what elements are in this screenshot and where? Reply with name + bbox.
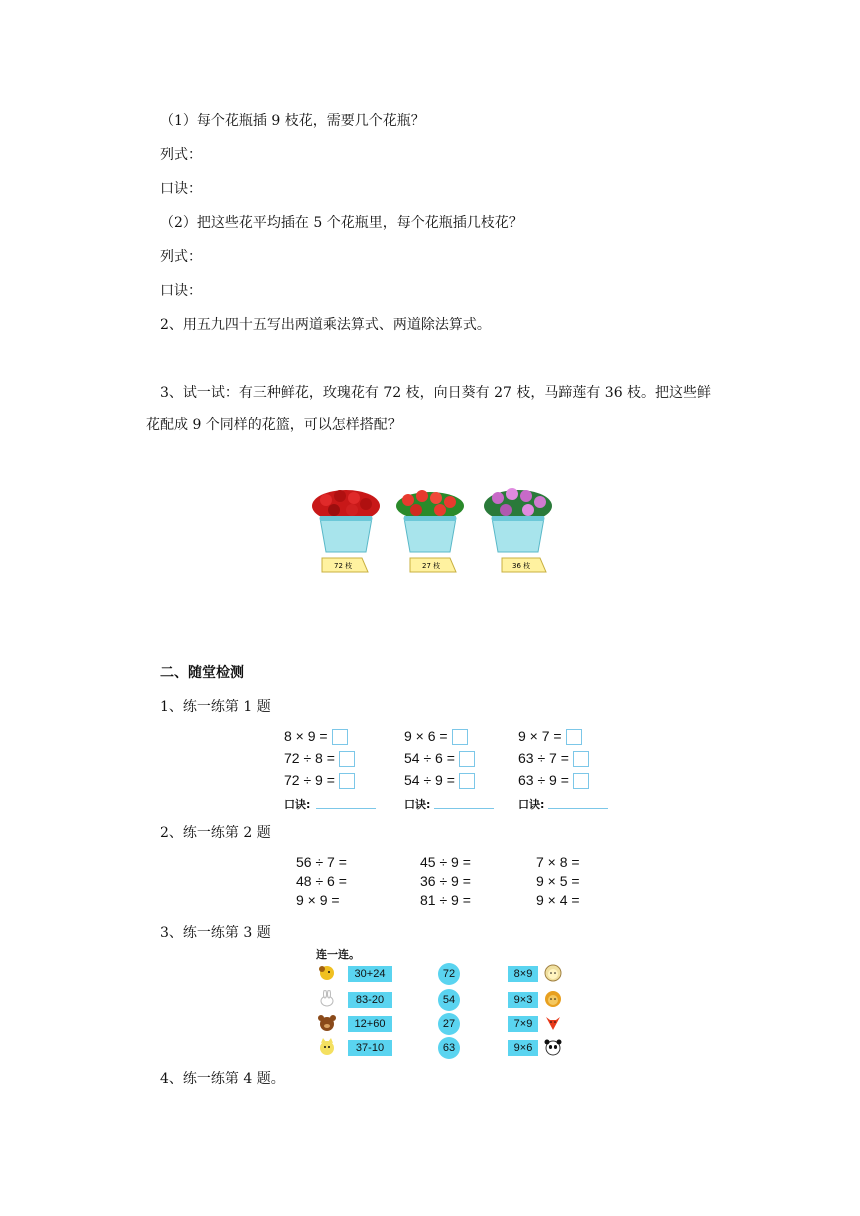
answer-box[interactable] <box>573 773 589 789</box>
match-answer-circle[interactable]: 54 <box>438 989 460 1011</box>
white-rabbit-icon <box>318 990 336 1008</box>
answer-box[interactable] <box>459 751 475 767</box>
ex1-eq: 9 × 7 = <box>518 728 582 745</box>
match-left-item[interactable]: 30+24 <box>348 966 392 982</box>
flower-label-2: 27 枝 <box>422 562 441 570</box>
match-left-item[interactable]: 37-10 <box>348 1040 392 1056</box>
ex1-rhyme-label: 口诀: <box>518 798 545 811</box>
match-right-item[interactable]: 9×6 <box>508 1040 538 1056</box>
ex1-eq: 54 ÷ 6 = <box>404 750 475 767</box>
ex2-eq: 36 ÷ 9 = <box>420 873 471 889</box>
answer-box[interactable] <box>566 729 582 745</box>
section-heading: 二、随堂检测 <box>160 665 244 681</box>
ex2-eq: 7 × 8 = <box>536 854 580 870</box>
q2-rhyme: 口诀： <box>160 283 202 299</box>
ex2-eq: 9 × 9 = <box>296 892 340 908</box>
ex2-eq: 9 × 5 = <box>536 873 580 889</box>
ex1-rhyme-blank[interactable] <box>434 808 494 809</box>
ex1-eq: 72 ÷ 9 = <box>284 772 355 789</box>
ex1-rhyme-label: 口诀: <box>404 798 431 811</box>
flower-label-3: 36 枝 <box>512 562 531 570</box>
ex1-eq: 9 × 6 = <box>404 728 468 745</box>
flower-pot-tulip <box>396 490 464 572</box>
ex1-eq: 72 ÷ 8 = <box>284 750 355 767</box>
ex2-eq: 9 × 4 = <box>536 892 580 908</box>
ex1-eq: 63 ÷ 7 = <box>518 750 589 767</box>
match-right-item[interactable]: 7×9 <box>508 1016 538 1032</box>
match-left-item[interactable]: 83-20 <box>348 992 392 1008</box>
answer-box[interactable] <box>459 773 475 789</box>
answer-box[interactable] <box>339 751 355 767</box>
ex1-rhyme-blank[interactable] <box>316 808 376 809</box>
problem-3-line2: 花配成 9 个同样的花篮，可以怎样搭配？ <box>146 417 402 433</box>
answer-box[interactable] <box>339 773 355 789</box>
yellow-cat-icon <box>318 1038 336 1056</box>
problem-3-line1: 3、试一试：有三种鲜花，玫瑰花有 72 枝，向日葵有 27 枝，马蹄莲有 36 枝。把这些鲜 <box>160 385 712 401</box>
flower-pots-illustration <box>306 480 554 580</box>
ex1-eq: 8 × 9 = <box>284 728 348 745</box>
q1-formula: 列式： <box>160 147 202 163</box>
match-answer-circle[interactable]: 63 <box>438 1037 460 1059</box>
match-right-item[interactable]: 8×9 <box>508 966 538 982</box>
exercise-2-title: 2、练一练第 2 题 <box>160 825 271 841</box>
ex1-eq: 63 ÷ 9 = <box>518 772 589 789</box>
lion-icon <box>544 964 562 982</box>
answer-box[interactable] <box>332 729 348 745</box>
flower-pot-rose <box>312 490 380 572</box>
flower-pot-calla <box>484 488 552 572</box>
fox-icon <box>544 1014 562 1032</box>
question-1: （1）每个花瓶插 9 枝花，需要几个花瓶？ <box>160 113 425 129</box>
panda-icon <box>544 1038 562 1056</box>
ex1-rhyme-blank[interactable] <box>548 808 608 809</box>
match-answer-circle[interactable]: 72 <box>438 963 460 985</box>
problem-2: 2、用五九四十五写出两道乘法算式、两道除法算式。 <box>160 317 491 333</box>
exercise-4-title: 4、练一练第 4 题。 <box>160 1071 285 1087</box>
ex2-eq: 48 ÷ 6 = <box>296 873 347 889</box>
q1-rhyme: 口诀： <box>160 181 202 197</box>
flower-label-1: 72 枝 <box>334 562 353 570</box>
match-answer-circle[interactable]: 27 <box>438 1013 460 1035</box>
brown-bear-icon <box>318 1014 336 1032</box>
match-right-item[interactable]: 9×3 <box>508 992 538 1008</box>
exercise-1-title: 1、练一练第 1 题 <box>160 699 271 715</box>
answer-box[interactable] <box>573 751 589 767</box>
match-left-item[interactable]: 12+60 <box>348 1016 392 1032</box>
ex2-eq: 81 ÷ 9 = <box>420 892 471 908</box>
ex2-eq: 56 ÷ 7 = <box>296 854 347 870</box>
question-2: （2）把这些花平均插在 5 个花瓶里，每个花瓶插几枝花？ <box>160 215 523 231</box>
q2-formula: 列式： <box>160 249 202 265</box>
exercise-3-title: 3、练一练第 3 题 <box>160 925 271 941</box>
ex2-eq: 45 ÷ 9 = <box>420 854 471 870</box>
yellow-dog-icon <box>318 964 336 982</box>
monkey-icon <box>544 990 562 1008</box>
ex3-instruction: 连一连。 <box>316 948 360 961</box>
ex1-rhyme-label: 口诀: <box>284 798 311 811</box>
answer-box[interactable] <box>452 729 468 745</box>
ex1-eq: 54 ÷ 9 = <box>404 772 475 789</box>
